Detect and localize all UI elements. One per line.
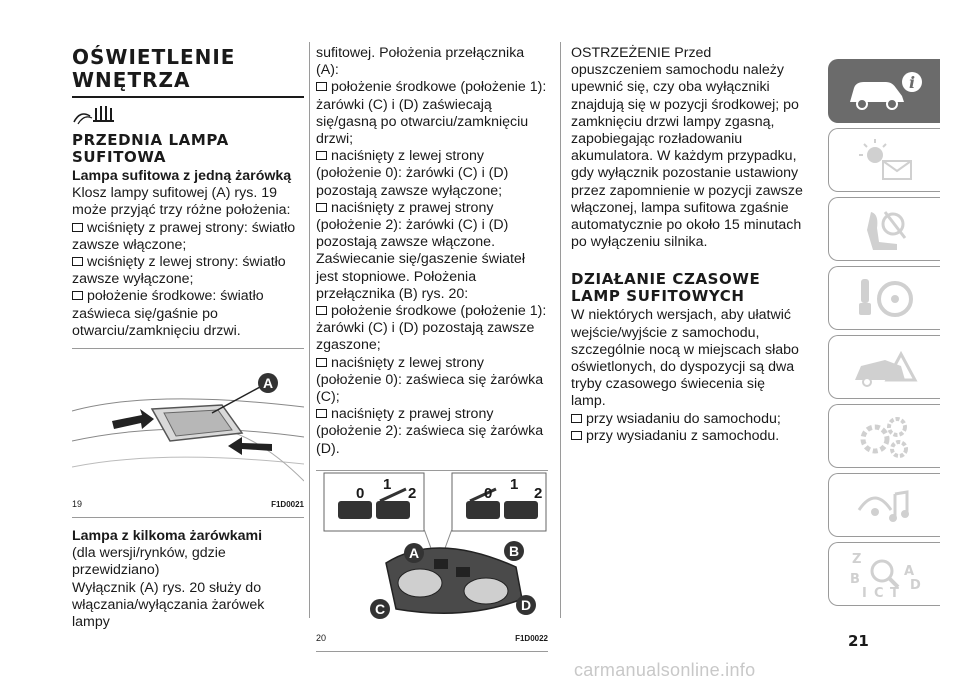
breakdown-icon	[845, 342, 925, 392]
index-letter: Z	[851, 552, 861, 567]
figure-number: 19	[72, 498, 83, 509]
bullet-icon	[72, 291, 83, 300]
bullet-icon	[571, 431, 582, 440]
column-middle	[316, 45, 548, 662]
tab-safety[interactable]	[828, 197, 940, 261]
column-left	[72, 14, 304, 631]
list-item-text: wciśnięty z lewej strony: światło zawsze wyłączone;	[72, 254, 286, 288]
index-letter: B	[849, 572, 860, 587]
callout-a: A	[262, 375, 274, 392]
list-item-text: położenie środkowe (położenie 1): żarówki (C) i (D) pozostają zawsze zgaszone;	[316, 303, 547, 354]
list-item-text: naciśnięty z prawej strony (położenie 2): żarówki (C) i (D) pozostają zawsze włączone.	[316, 199, 509, 251]
subheading-single-bulb: Lampa sufitowa z jedną żarówką	[72, 168, 292, 184]
index-letter: I	[861, 586, 867, 601]
bullet-icon	[571, 414, 582, 423]
chapter-tabs	[828, 59, 940, 611]
tab-multimedia[interactable]	[828, 473, 940, 537]
list-item	[72, 220, 304, 254]
section-line-2: SUFITOWA	[72, 148, 167, 166]
index-letters-icon	[840, 547, 930, 601]
paragraph: Wyłącznik (A) rys. 20 służy do włączania/wyłączania żarówek lampy	[72, 579, 265, 631]
section-line-1: PRZEDNIA LAMPA	[72, 131, 229, 149]
position-2-label: 2	[534, 484, 543, 502]
list-item	[72, 254, 304, 288]
list-item-text: naciśnięty z lewej strony (położenie 0): żarówki (C) i (D) pozostają zawsze wyłączone;	[316, 148, 509, 199]
steering-wheel-icon	[845, 273, 925, 323]
column-divider	[560, 42, 561, 618]
callout-b: B	[508, 542, 520, 559]
interior-light-icon	[72, 104, 304, 126]
info-glyph: i	[908, 73, 915, 92]
car-info-icon	[840, 66, 930, 116]
list-item-text: naciśnięty z lewej strony (położenie 0): zaświeca się żarówka (C);	[316, 354, 544, 406]
list-item-text: wciśnięty z prawej strony: światło zawsze włączone;	[72, 219, 296, 253]
page-title	[72, 46, 304, 92]
figure-19	[72, 348, 304, 518]
section-line-1: DZIAŁANIE CZASOWE	[571, 270, 761, 289]
bullet-icon	[72, 257, 83, 266]
warning-paragraph: OSTRZEŻENIE Przed opuszczeniem samochodu należy upewnić się, czy oba wyłączniki znajdują się w pozycji środkowej; po zamknięciu drzwi lampy zgasną, zapobiegając rozładowaniu akumulatora. W każdym przypadku, gdy wyłącznik pozostanie ustawiony przez zapomnienie w pozycji zawsze włączonej, lampa sufitowa zgaśnie automatycznie po około 15 minutach po wyłączeniu silnika.	[571, 45, 803, 251]
warning-lights-icon	[845, 135, 925, 185]
tab-emergency[interactable]	[828, 335, 940, 399]
figure-code: F1D0021	[271, 499, 304, 509]
figure-number: 20	[316, 632, 327, 643]
list-item	[316, 200, 548, 252]
bullet-icon	[316, 409, 327, 418]
watermark: carmanualsonline.info	[574, 660, 756, 680]
title-line-1: OŚWIETLENIE	[72, 45, 236, 69]
section-line-2: LAMP SUFITOWYCH	[571, 287, 745, 306]
position-0-label: 0	[356, 484, 365, 502]
list-item-text: położenie środkowe (położenie 1): żarówki (C) i (D) zaświecają się/gasną po otwarciu/zamknięciu drzwi;	[316, 79, 547, 148]
bullet-icon	[72, 223, 83, 232]
music-nav-icon	[845, 480, 925, 530]
tab-car-info[interactable]	[828, 59, 940, 123]
paragraph: W niektórych wersjach, aby ułatwić wejście/wyjście z samochodu, szczególnie nocą w miejscach słabo oświetlonych, do dyspozycji są dwa tryby czasowego świecenia się lamp.	[571, 307, 799, 410]
callout-d: D	[520, 596, 532, 613]
section-heading-timed-lamps	[571, 271, 803, 305]
tab-index[interactable]	[828, 542, 940, 606]
title-line-2: WNĘTRZA	[72, 68, 191, 92]
bullet-icon	[316, 203, 327, 212]
list-item	[72, 288, 304, 340]
tab-driving[interactable]	[828, 266, 940, 330]
list-item	[316, 148, 548, 200]
callout-c: C	[374, 600, 386, 617]
paragraph: Zaświecanie się/gaszenie świateł jest stopniowe. Położenia przełącznika (B) rys. 20:	[316, 251, 525, 302]
list-item	[316, 79, 548, 148]
index-letter: A	[903, 564, 914, 579]
airbag-seat-icon	[845, 204, 925, 254]
tab-maintenance[interactable]	[828, 404, 940, 468]
column-right	[571, 45, 803, 445]
list-item-text: przy wysiadaniu z samochodu.	[586, 427, 780, 444]
paragraph: Klosz lampy sufitowej (A) rys. 19 może przyjąć trzy różne położenia:	[72, 185, 291, 219]
callout-a: A	[408, 544, 420, 561]
position-2-label: 2	[408, 484, 417, 502]
list-item-text: naciśnięty z prawej strony (położenie 2): zaświeca się żarówka (D).	[316, 406, 544, 457]
bullet-icon	[316, 82, 327, 91]
list-item	[316, 355, 548, 407]
figure-19-illustration	[72, 349, 304, 499]
tab-warning-lights[interactable]	[828, 128, 940, 192]
list-item	[571, 411, 803, 428]
figure-code: F1D0022	[515, 633, 548, 643]
column-divider	[309, 42, 310, 618]
index-letter: T	[889, 586, 899, 601]
page-number: 21	[848, 632, 869, 650]
bullet-icon	[316, 358, 327, 367]
bullet-icon	[316, 151, 327, 160]
position-1-label: 1	[510, 475, 519, 493]
index-letter: C	[873, 586, 884, 601]
index-letter: D	[909, 578, 921, 593]
list-item-text: położenie środkowe: światło zaświeca się/gaśnie po otwarciu/zamknięciu drzwi.	[72, 288, 264, 339]
subheading-multi-bulb: Lampa z kilkoma żarówkami	[72, 528, 263, 545]
bullet-icon	[316, 306, 327, 315]
figure-20	[316, 470, 548, 652]
position-0-label: 0	[484, 484, 493, 502]
section-heading-front-lamp	[72, 132, 304, 166]
figure-20-illustration	[316, 471, 548, 635]
gears-service-icon	[845, 411, 925, 461]
list-item	[571, 428, 803, 445]
list-item	[316, 303, 548, 355]
list-item-text: przy wsiadaniu do samochodu;	[586, 410, 781, 427]
paragraph: sufitowej. Położenia przełącznika (A):	[316, 45, 525, 79]
list-item	[316, 406, 548, 458]
title-rule	[72, 96, 304, 98]
position-1-label: 1	[383, 475, 392, 493]
paragraph: (dla wersji/rynków, gdzie przewidziano)	[72, 545, 226, 579]
